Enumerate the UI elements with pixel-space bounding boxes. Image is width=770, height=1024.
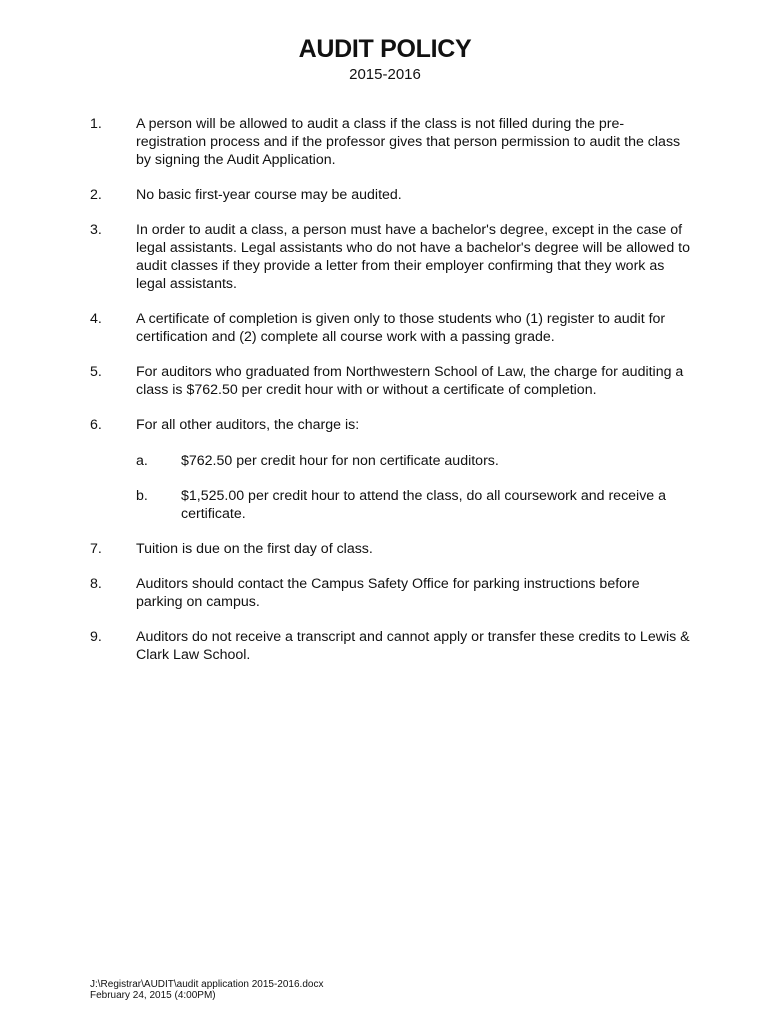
item-text: For auditors who graduated from Northwestern School of Law, the charge for auditing a class is $762.50 per credit hour with or without a certificate of completion. (136, 364, 684, 398)
charge-subitem (136, 452, 690, 470)
subitem-letter: b. (136, 488, 148, 504)
item-text: Auditors should contact the Campus Safety Office for parking instructions before parking on campus. (136, 576, 640, 610)
policy-item (90, 575, 690, 611)
subitem-text: $1,525.00 per credit hour to attend the class, do all coursework and receive a certificate. (181, 488, 667, 522)
item-number: 3. (90, 222, 102, 238)
subitem-letter: a. (136, 453, 148, 469)
footer-file-path: J:\Registrar\AUDIT\audit application 2015-2016.docx (90, 979, 324, 990)
item-text: A person will be allowed to audit a class if the class is not filled during the pre-registration process and if the professor gives that person permission to audit the class by signing the Audit Application. (136, 116, 681, 168)
document-subtitle: 2015-2016 (349, 66, 421, 83)
policy-item (90, 416, 690, 523)
item-number: 6. (90, 417, 102, 433)
item-number: 1. (90, 116, 102, 132)
item-number: 5. (90, 364, 102, 380)
item-text: No basic first-year course may be audited. (136, 187, 402, 203)
policy-item (90, 363, 690, 399)
item-text: Auditors do not receive a transcript and cannot apply or transfer these credits to Lewis & Clark Law School. (136, 629, 690, 663)
charge-sublist (136, 452, 690, 523)
policy-item (90, 310, 690, 346)
item-text: For all other auditors, the charge is: (136, 417, 360, 433)
item-number: 7. (90, 541, 102, 557)
item-number: 4. (90, 311, 102, 327)
charge-subitem (136, 487, 690, 523)
item-number: 9. (90, 629, 102, 645)
policy-item (90, 115, 690, 169)
subitem-text: $762.50 per credit hour for non certificate auditors. (181, 453, 499, 469)
policy-item (90, 186, 690, 204)
document-footer (90, 979, 323, 1001)
policy-item (90, 221, 690, 293)
policy-item (90, 628, 690, 664)
item-text: In order to audit a class, a person must have a bachelor's degree, except in the case of legal assistants. Legal assistants who do not have a bachelor's degree will be allowed to audit classes if they provide a letter from their employer confirming that they work as legal assistants. (136, 222, 690, 292)
document-title: AUDIT POLICY (298, 35, 472, 63)
footer-date: February 24, 2015 (4:00PM) (90, 990, 216, 1001)
policy-item (90, 540, 690, 558)
item-text: A certificate of completion is given only to those students who (1) register to audit for certification and (2) complete all course work with a passing grade. (136, 311, 666, 345)
item-text: Tuition is due on the first day of class. (136, 541, 373, 557)
item-number: 2. (90, 187, 102, 203)
item-number: 8. (90, 576, 102, 592)
policy-list (90, 115, 690, 681)
